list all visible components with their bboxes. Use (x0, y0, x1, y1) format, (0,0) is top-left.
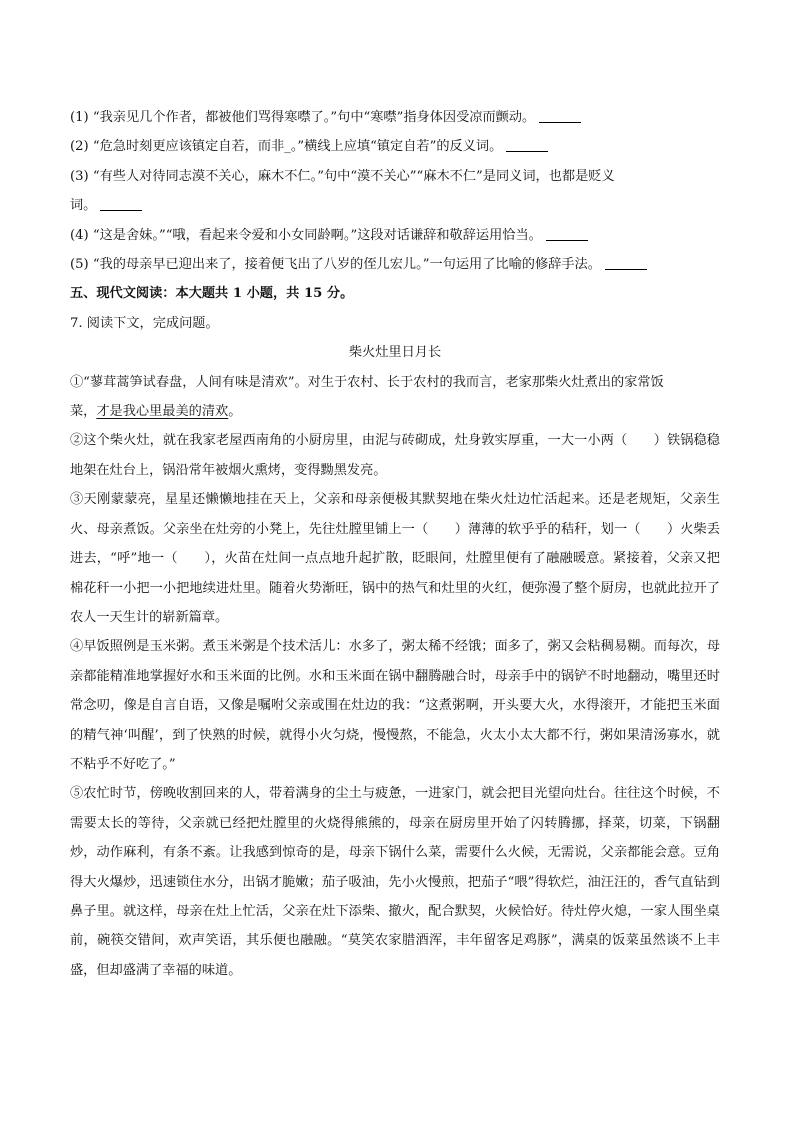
page-content (70, 103, 720, 985)
question-4-text: (4) “这是舍妹。”“哦，看起来令爱和小女同龄啊。”这段对话谦辞和敬辞运用恰当。 (70, 227, 542, 243)
paragraph-1-end: 。 (228, 404, 242, 420)
answer-blank-5[interactable] (605, 255, 647, 270)
answer-blank-3[interactable] (100, 196, 142, 211)
question-3-continued (70, 191, 720, 220)
article-paragraph-5: ⑤农忙时节，傍晚收割回来的人，带着满身的尘土与疲惫，一进家门，就会把目光望向灶台。往往这个时候，不需要太长的等待，父亲就已经把灶膛里的火烧得熊熊的，母亲在厨房里开始了闪转腾挪，择菜，切菜，下锅翻炒，动作麻利，有条不紊。让我感到惊奇的是，母亲下锅什么菜，需要什么火候，无需说，父亲都能会意。豆角得大火爆炒，迅速锁住水分，出锅才脆嫩；茄子吸油，先小火慢煎，把茄子“喂”得软烂，油汪汪的，香气直钻到鼻子里。就这样，母亲在灶上忙活，父亲在灶下添柴、撤火，配合默契，火候恰好。待灶停火熄，一家人围坐桌前，碗筷交错间，欢声笑语，其乐便也融融。“莫笑农家腊酒浑，丰年留客足鸡豚”，满桌的饭菜虽然谈不上丰盛，但却盛满了幸福的味道。 (70, 786, 720, 978)
article-title: 柴火灶里日月长 (348, 345, 442, 361)
question-4 (70, 221, 720, 250)
question-3: (3) “有些人对待同志漠不关心，麻木不仁。”句中“漠不关心”“麻木不仁”是同义词，也都是贬义 (70, 168, 615, 184)
paragraph-1-text: ①“蓼茸蒿笋试春盘，人间有味是清欢”。对生于农村、长于农村的我而言，老家那柴火灶煮出的家常饭 (70, 374, 664, 390)
question-3-text-end: 词。 (70, 198, 97, 214)
reading-instruction: 7. 阅读下文，完成问题。 (70, 315, 219, 331)
answer-blank-4[interactable] (546, 226, 588, 241)
question-2-text: (2) “危急时刻更应该镇定自若，而非_。”横线上应填“镇定自若”的反义词。 (70, 139, 503, 155)
question-5 (70, 250, 720, 279)
question-2 (70, 132, 720, 161)
paragraph-1-text-cont: 菜， (70, 404, 97, 420)
underlined-sentence: 才是我心里最美的清欢 (96, 404, 229, 420)
question-1-text: (1) “我亲见几个作者，都被他们骂得寒噤了。”句中“寒噤”指身体因受凉而颤动。 (70, 110, 536, 125)
answer-blank-2[interactable] (506, 137, 548, 152)
article-paragraph-4: ④早饭照例是玉米粥。煮玉米粥是个技术活儿：水多了，粥太稀不经饿；面多了，粥又会粘稠易糊。而每次，母亲都能精准地掌握好水和玉米面的比例。水和玉米面在锅中翻腾融合时，母亲手中的锅铲不时地翻动，嘴里还时常念叨，像是自言自语，又像是嘱咐父亲或围在灶边的我：“这煮粥啊，开头要大火，水得滚开，才能把玉米面的精气神‘叫醒’，到了快熟的时候，就得小火匀烧，慢慢熬，不能急，火太小太大都不行，粥如果清汤寡水，就不粘乎不好吃了。” (70, 639, 720, 772)
article-paragraph-2: ②这个柴火灶，就在我家老屋西南角的小厨房里，由泥与砖砌成，灶身敦实厚重，一大一小两（ ）铁锅稳稳地架在灶台上，锅沿常年被烟火熏烤，变得黝黑发亮。 (70, 433, 720, 478)
article-paragraph-1 (70, 368, 720, 427)
article-paragraph-3: ③天刚蒙蒙亮，星星还懒懒地挂在天上，父亲和母亲便极其默契地在柴火灶边忙活起来。还是老规矩，父亲生火、母亲煮饭。父亲坐在灶旁的小凳上，先往灶膛里铺上一（ ）薄薄的软乎乎的秸秆，划一（ ）火柴丢进去，“呼”地一（ ），火苗在灶间一点点地升起扩散，眨眼间，灶膛里便有了融融暖意。紧接着，父亲又把棉花秆一小把一小把地续进灶里。随着火势渐旺，锅中的热气和灶里的火红，便弥漫了整个厨房，也就此拉开了农人一天生计的崭新篇章。 (70, 492, 720, 625)
question-5-text: (5) “我的母亲早已迎出来了，接着便飞出了八岁的侄儿宏儿。”一句运用了比喻的修辞手法。 (70, 257, 601, 273)
question-1 (70, 103, 720, 132)
section-heading: 五、现代文阅读：本大题共 1 小题，共 15 分。 (70, 286, 354, 302)
answer-blank-1[interactable] (539, 108, 581, 123)
